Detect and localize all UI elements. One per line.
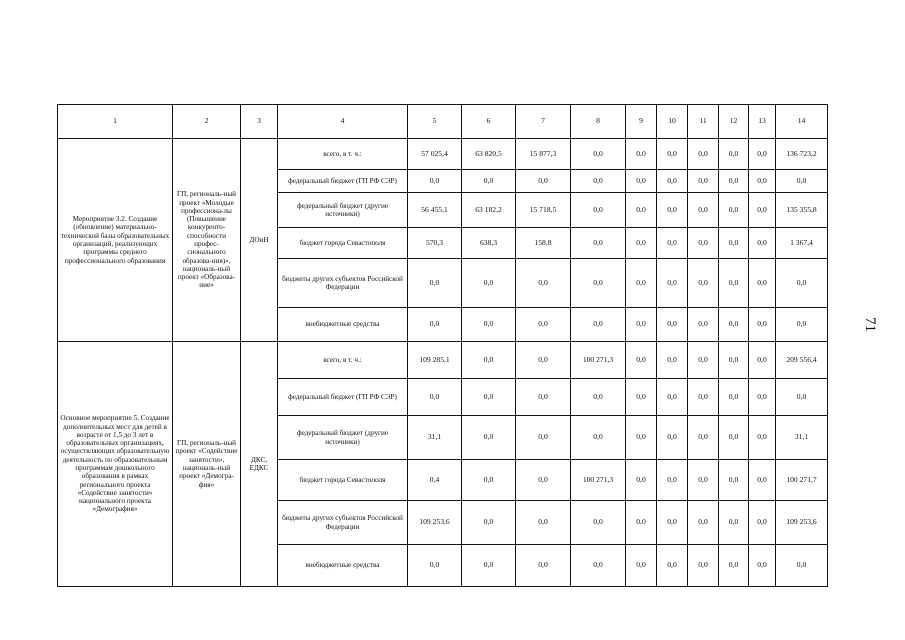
value-cell: 0,0 bbox=[776, 379, 828, 416]
value-cell: 0,0 bbox=[571, 545, 626, 587]
value-cell: 0,0 bbox=[749, 545, 776, 587]
value-cell: 0,0 bbox=[516, 545, 571, 587]
value-cell: 0,0 bbox=[749, 228, 776, 259]
funding-source-cell: всего, в т. ч.: bbox=[278, 139, 408, 170]
value-cell: 0,0 bbox=[719, 416, 749, 460]
value-cell: 0,0 bbox=[719, 379, 749, 416]
value-cell: 135 355,8 bbox=[776, 193, 828, 228]
value-cell: 0,0 bbox=[657, 379, 688, 416]
value-cell: 0,0 bbox=[657, 228, 688, 259]
value-cell: 0,0 bbox=[719, 193, 749, 228]
value-cell: 0,0 bbox=[408, 379, 462, 416]
column-header: 14 bbox=[776, 105, 828, 139]
funding-source-cell: бюджеты других субъектов Российской Федерации bbox=[278, 259, 408, 308]
value-cell: 0,0 bbox=[657, 545, 688, 587]
funding-source-cell: бюджет города Севастополя bbox=[278, 460, 408, 501]
value-cell: 0,0 bbox=[776, 308, 828, 342]
value-cell: 0,0 bbox=[408, 545, 462, 587]
value-cell: 57 025,4 bbox=[408, 139, 462, 170]
value-cell: 0,0 bbox=[626, 228, 657, 259]
project-cell: ГП, региональ-ный проект «Содействие занятости», националь-ный проект «Демогра-фия» bbox=[173, 342, 241, 587]
value-cell: 570,3 bbox=[408, 228, 462, 259]
value-cell: 0,0 bbox=[462, 259, 516, 308]
value-cell: 0,0 bbox=[571, 416, 626, 460]
column-header: 2 bbox=[173, 105, 241, 139]
value-cell: 0,0 bbox=[719, 228, 749, 259]
column-header: 11 bbox=[688, 105, 719, 139]
value-cell: 0,0 bbox=[516, 379, 571, 416]
activity-cell: Мероприятие 3.2. Создание (обновление) материально-технической базы образовательных организаций, реализующих программы среднего профессионального образования bbox=[58, 139, 173, 342]
value-cell: 0,0 bbox=[657, 308, 688, 342]
activity-cell: Основное мероприятие 5. Создание дополнительных мест для детей в возрасте от 1,5 до 3 лет в образовательных организациях, осуществляющих образовательную деятельность по образовательным программам дошкольного образования в рамках регионального проекта «Содействие занятости» национального проекта «Демография» bbox=[58, 342, 173, 587]
value-cell: 0,0 bbox=[719, 460, 749, 501]
value-cell: 0,0 bbox=[749, 460, 776, 501]
value-cell: 0,4 bbox=[408, 460, 462, 501]
value-cell: 0,0 bbox=[719, 545, 749, 587]
funding-source-cell: всего, в т. ч.: bbox=[278, 342, 408, 379]
column-header: 5 bbox=[408, 105, 462, 139]
value-cell: 0,0 bbox=[516, 416, 571, 460]
value-cell: 31,1 bbox=[776, 416, 828, 460]
value-cell: 0,0 bbox=[688, 379, 719, 416]
value-cell: 638,3 bbox=[462, 228, 516, 259]
funding-source-cell: федеральный бюджет (ГП РФ СЭР) bbox=[278, 379, 408, 416]
value-cell: 63 182,2 bbox=[462, 193, 516, 228]
value-cell: 0,0 bbox=[408, 170, 462, 193]
value-cell: 0,0 bbox=[719, 139, 749, 170]
value-cell: 136 723,2 bbox=[776, 139, 828, 170]
value-cell: 56 455,1 bbox=[408, 193, 462, 228]
value-cell: 63 820,5 bbox=[462, 139, 516, 170]
value-cell: 0,0 bbox=[688, 545, 719, 587]
value-cell: 0,0 bbox=[688, 416, 719, 460]
value-cell: 0,0 bbox=[571, 139, 626, 170]
value-cell: 0,0 bbox=[626, 342, 657, 379]
column-header: 12 bbox=[719, 105, 749, 139]
value-cell: 0,0 bbox=[749, 308, 776, 342]
value-cell: 0,0 bbox=[688, 139, 719, 170]
column-header: 8 bbox=[571, 105, 626, 139]
value-cell: 31,1 bbox=[408, 416, 462, 460]
table-row bbox=[58, 139, 828, 170]
value-cell: 0,0 bbox=[571, 228, 626, 259]
value-cell: 0,0 bbox=[516, 460, 571, 501]
value-cell: 0,0 bbox=[571, 193, 626, 228]
budget-table bbox=[57, 104, 828, 587]
value-cell: 0,0 bbox=[657, 501, 688, 545]
value-cell: 0,0 bbox=[749, 193, 776, 228]
value-cell: 0,0 bbox=[749, 342, 776, 379]
column-header: 10 bbox=[657, 105, 688, 139]
column-header: 3 bbox=[241, 105, 278, 139]
value-cell: 0,0 bbox=[408, 259, 462, 308]
value-cell: 0,0 bbox=[462, 545, 516, 587]
value-cell: 0,0 bbox=[516, 170, 571, 193]
value-cell: 0,0 bbox=[462, 460, 516, 501]
value-cell: 100 271,7 bbox=[776, 460, 828, 501]
value-cell: 100 271,3 bbox=[571, 460, 626, 501]
value-cell: 0,0 bbox=[462, 379, 516, 416]
value-cell: 0,0 bbox=[688, 342, 719, 379]
value-cell: 0,0 bbox=[749, 501, 776, 545]
value-cell: 0,0 bbox=[719, 170, 749, 193]
value-cell: 0,0 bbox=[626, 416, 657, 460]
value-cell: 0,0 bbox=[516, 342, 571, 379]
column-header: 1 bbox=[58, 105, 173, 139]
value-cell: 0,0 bbox=[571, 308, 626, 342]
executor-cell: ДКС, ЕДКС bbox=[241, 342, 278, 587]
value-cell: 0,0 bbox=[462, 501, 516, 545]
value-cell: 0,0 bbox=[626, 501, 657, 545]
funding-source-cell: бюджеты других субъектов Российской Федерации bbox=[278, 501, 408, 545]
value-cell: 0,0 bbox=[657, 139, 688, 170]
executor-cell: ДОиН bbox=[241, 139, 278, 342]
value-cell: 0,0 bbox=[657, 460, 688, 501]
value-cell: 0,0 bbox=[626, 545, 657, 587]
value-cell: 0,0 bbox=[626, 379, 657, 416]
value-cell: 0,0 bbox=[688, 460, 719, 501]
value-cell: 0,0 bbox=[516, 308, 571, 342]
value-cell: 0,0 bbox=[776, 545, 828, 587]
funding-source-cell: внебюджетные средства bbox=[278, 308, 408, 342]
project-cell: ГП, региональ-ный проект «Молодые профессиона-лы (Повышение конкуренто-способности профес-сионального образова-ния)», националь-ный проект «Образова-ние» bbox=[173, 139, 241, 342]
value-cell: 0,0 bbox=[571, 170, 626, 193]
value-cell: 1 367,4 bbox=[776, 228, 828, 259]
funding-source-cell: федеральный бюджет (ГП РФ СЭР) bbox=[278, 170, 408, 193]
value-cell: 0,0 bbox=[749, 170, 776, 193]
value-cell: 0,0 bbox=[462, 342, 516, 379]
value-cell: 0,0 bbox=[626, 193, 657, 228]
value-cell: 0,0 bbox=[688, 170, 719, 193]
value-cell: 15 877,3 bbox=[516, 139, 571, 170]
value-cell: 0,0 bbox=[719, 501, 749, 545]
value-cell: 15 718,5 bbox=[516, 193, 571, 228]
value-cell: 0,0 bbox=[657, 259, 688, 308]
value-cell: 0,0 bbox=[719, 342, 749, 379]
value-cell: 0,0 bbox=[776, 170, 828, 193]
value-cell: 0,0 bbox=[749, 379, 776, 416]
value-cell: 0,0 bbox=[626, 259, 657, 308]
value-cell: 209 556,4 bbox=[776, 342, 828, 379]
value-cell: 0,0 bbox=[688, 259, 719, 308]
funding-source-cell: федеральный бюджет (другие источники) bbox=[278, 193, 408, 228]
value-cell: 100 271,3 bbox=[571, 342, 626, 379]
value-cell: 109 285,1 bbox=[408, 342, 462, 379]
value-cell: 0,0 bbox=[571, 501, 626, 545]
value-cell: 0,0 bbox=[688, 308, 719, 342]
value-cell: 0,0 bbox=[626, 139, 657, 170]
column-header: 4 bbox=[278, 105, 408, 139]
value-cell: 0,0 bbox=[749, 259, 776, 308]
column-header: 13 bbox=[749, 105, 776, 139]
value-cell: 0,0 bbox=[657, 170, 688, 193]
value-cell: 0,0 bbox=[749, 416, 776, 460]
value-cell: 0,0 bbox=[462, 416, 516, 460]
value-cell: 0,0 bbox=[719, 259, 749, 308]
header-row bbox=[58, 105, 828, 139]
column-header: 6 bbox=[462, 105, 516, 139]
value-cell: 0,0 bbox=[462, 170, 516, 193]
value-cell: 0,0 bbox=[657, 416, 688, 460]
value-cell: 0,0 bbox=[516, 259, 571, 308]
column-header: 7 bbox=[516, 105, 571, 139]
table-row bbox=[58, 342, 828, 379]
value-cell: 109 253,6 bbox=[408, 501, 462, 545]
value-cell: 0,0 bbox=[626, 308, 657, 342]
value-cell: 0,0 bbox=[626, 460, 657, 501]
value-cell: 0,0 bbox=[462, 308, 516, 342]
value-cell: 0,0 bbox=[776, 259, 828, 308]
value-cell: 0,0 bbox=[516, 501, 571, 545]
value-cell: 109 253,6 bbox=[776, 501, 828, 545]
value-cell: 0,0 bbox=[749, 139, 776, 170]
value-cell: 0,0 bbox=[688, 501, 719, 545]
value-cell: 158,8 bbox=[516, 228, 571, 259]
value-cell: 0,0 bbox=[688, 228, 719, 259]
column-header: 9 bbox=[626, 105, 657, 139]
value-cell: 0,0 bbox=[657, 193, 688, 228]
value-cell: 0,0 bbox=[408, 308, 462, 342]
value-cell: 0,0 bbox=[688, 193, 719, 228]
funding-source-cell: внебюджетные средства bbox=[278, 545, 408, 587]
value-cell: 0,0 bbox=[657, 342, 688, 379]
value-cell: 0,0 bbox=[719, 308, 749, 342]
page-number: 71 bbox=[862, 317, 878, 332]
value-cell: 0,0 bbox=[571, 259, 626, 308]
funding-source-cell: бюджет города Севастополя bbox=[278, 228, 408, 259]
funding-source-cell: федеральный бюджет (другие источники) bbox=[278, 416, 408, 460]
value-cell: 0,0 bbox=[571, 379, 626, 416]
value-cell: 0,0 bbox=[626, 170, 657, 193]
